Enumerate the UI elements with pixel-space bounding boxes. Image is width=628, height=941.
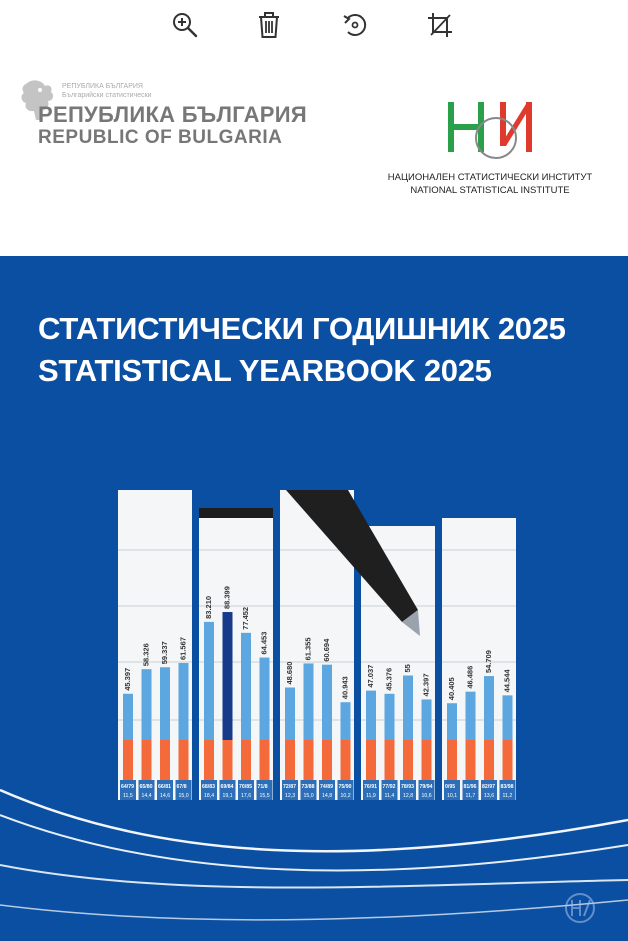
sub-label: 10,2: [340, 793, 351, 799]
sub-label: 12,3: [285, 793, 296, 799]
sub-label: 11,4: [384, 793, 395, 799]
category-label: 73/88: [301, 784, 315, 790]
category-label: 72/87: [283, 784, 296, 790]
bar: [484, 676, 494, 740]
sub-label: 15,5: [259, 793, 270, 799]
category-label: 77/92: [382, 784, 396, 790]
bar-value-label: 88.399: [222, 586, 232, 610]
republic-small-line-2: Българийски статистически: [62, 92, 152, 99]
bar: [322, 665, 332, 740]
bar-value-label: 40.405: [447, 677, 456, 701]
bar-value-label: 58.326: [141, 643, 151, 667]
bar: [385, 694, 395, 740]
bar-value-label: 64.453: [259, 631, 269, 655]
nsi-name-en: NATIONAL STATISTICAL INSTITUTE: [410, 185, 570, 196]
bar: [260, 658, 270, 740]
category-label: 68/83: [202, 784, 215, 790]
republic-of-bulgaria-logo: [18, 78, 308, 148]
category-label: 74/89: [320, 784, 333, 790]
sub-label: 10,6: [421, 793, 432, 799]
crop-button[interactable]: [425, 10, 455, 40]
category-label: 83/98: [500, 784, 514, 790]
bar-value-label: 54.709: [484, 650, 493, 674]
nsi-name-bg: НАЦИОНАЛЕН СТАТИСТИЧЕСКИ ИНСТИТУТ: [387, 172, 593, 183]
bar: [403, 676, 413, 741]
bar-value-label: 83.210: [204, 595, 213, 619]
image-viewer-toolbar: [0, 0, 628, 52]
sub-label: 14,4: [141, 793, 152, 799]
sub-label: 10,1: [447, 793, 458, 799]
category-label: 67/8: [176, 784, 187, 790]
category-label: 71/8: [257, 784, 268, 790]
cover-title: [38, 308, 566, 392]
sub-label: 15,0: [178, 793, 189, 799]
bar-value-label: 47.037: [366, 664, 375, 688]
zoom-in-icon: [170, 10, 200, 40]
sub-label: 14,8: [322, 793, 333, 799]
bar-value-label: 59.337: [160, 641, 169, 665]
chart-panel: [199, 508, 273, 800]
category-label: 64/79: [121, 784, 134, 790]
bar: [466, 692, 476, 740]
bar: [123, 694, 133, 740]
sub-label: 12,8: [403, 793, 414, 799]
cover-bar-chart: [118, 490, 518, 800]
bar: [241, 633, 251, 740]
category-label: 65/80: [139, 784, 153, 790]
category-label: 81/96: [463, 784, 477, 790]
chart-panel: [118, 490, 192, 800]
republic-small-line-1: РЕПУБЛИКА БЪЛГАРИЯ: [62, 83, 143, 90]
trash-icon: [254, 10, 284, 40]
sub-label: 19,1: [222, 793, 233, 799]
bar-value-label: 42.397: [421, 673, 431, 697]
chart-panel: [442, 518, 516, 800]
bar-value-label: 46.486: [465, 665, 475, 689]
bar: [285, 688, 295, 740]
republic-small-caption: [62, 82, 152, 100]
bar: [223, 612, 233, 740]
bar: [160, 667, 170, 740]
bar-value-label: 60.694: [322, 638, 331, 662]
title-bg: СТАТИСТИЧЕСКИ ГОДИШНИК 2025: [38, 311, 566, 346]
zoom-in-button[interactable]: [170, 10, 200, 40]
bar: [366, 691, 376, 740]
decorative-waves: [0, 760, 628, 941]
category-label: 78/93: [401, 784, 414, 790]
bar: [304, 663, 314, 740]
category-label: 75/90: [338, 784, 352, 790]
crop-icon: [425, 10, 455, 40]
bar-value-label: 48.680: [285, 661, 294, 685]
sub-label: 18,4: [204, 793, 215, 799]
bar-value-label: 40.943: [340, 676, 350, 700]
republic-name-en: REPUBLIC OF BULGARIA: [38, 127, 283, 148]
republic-name-bg: РЕПУБЛИКА БЪЛГАРИЯ: [38, 102, 308, 127]
bar-value-label: 55: [403, 664, 412, 673]
bar-value-label: 61.355: [303, 637, 313, 661]
bar: [142, 669, 152, 740]
sub-label: 11,2: [502, 793, 513, 799]
category-label: 70/85: [239, 784, 252, 790]
bar: [447, 703, 457, 740]
nsi-watermark-icon: [562, 890, 598, 926]
bar-value-label: 61.567: [178, 637, 188, 661]
nsi-logo-block: [380, 98, 600, 208]
sub-label: 11,7: [465, 793, 476, 799]
sub-label: 13,6: [484, 793, 495, 799]
bar: [179, 663, 189, 740]
bar: [341, 702, 351, 740]
bar-value-label: 77.452: [241, 606, 250, 630]
category-label: 76/91: [364, 784, 377, 790]
sub-label: 14,6: [160, 793, 171, 799]
title-en: STATISTICAL YEARBOOK 2025: [38, 353, 492, 388]
category-label: 82/97: [482, 784, 495, 790]
sub-label: 15,0: [303, 793, 314, 799]
delete-button[interactable]: [254, 10, 284, 40]
rotate-button[interactable]: [340, 10, 370, 40]
bar-value-label: 45.376: [384, 667, 394, 691]
category-label: 69/84: [220, 784, 234, 790]
category-label: 79/94: [419, 784, 433, 790]
panel-shadow: [199, 508, 273, 518]
bar-value-label: 45.397: [123, 667, 132, 691]
category-label: 0/95: [445, 784, 456, 790]
sub-label: 11,5: [123, 793, 133, 799]
rotate-icon: [340, 10, 370, 40]
category-label: 66/81: [158, 784, 171, 790]
bar: [422, 699, 432, 740]
bar: [503, 695, 513, 740]
bar: [204, 622, 214, 740]
nsi-logo-icon: [442, 98, 538, 164]
sub-label: 17,6: [241, 793, 252, 799]
bar-value-label: 44.544: [502, 669, 512, 693]
sub-label: 11,9: [366, 793, 376, 799]
